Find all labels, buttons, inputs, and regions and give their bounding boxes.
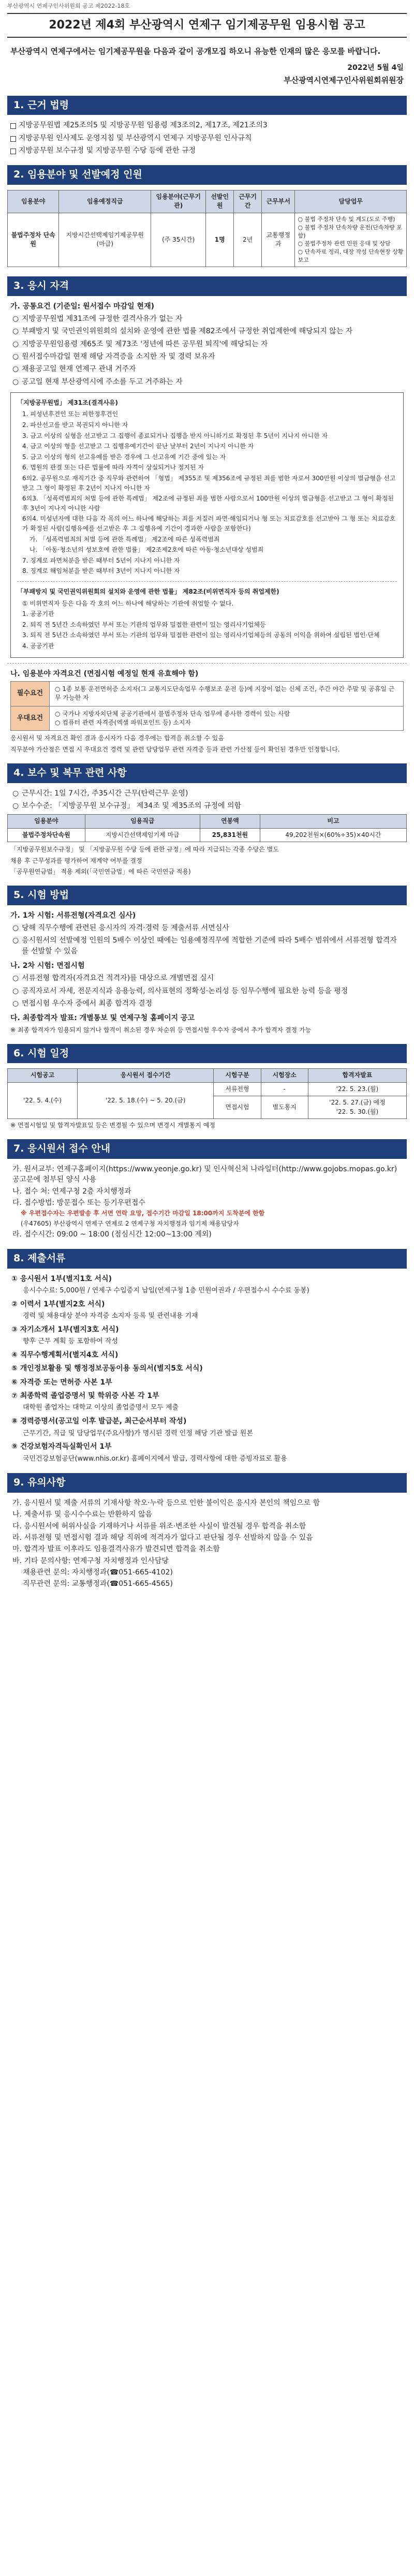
table-header: 비고 <box>260 815 406 828</box>
section-9-header: 9. 유의사항 <box>7 1473 407 1493</box>
qualification-item: ○ 지방공무원임용령 제65조 및 제73조 '정년에 따른 공무원 퇴직'에 해당되는 자 <box>22 339 404 349</box>
note-item: ※ 면접시험일 및 합격자발표일 등은 변경될 수 있으며 변경시 개별통지 예정 <box>10 1122 215 1129</box>
section-7-header: 7. 응시원서 접수 안내 <box>7 1139 407 1159</box>
subsection-title: 다. 최종합격자 발표: 개별통보 및 연제구청 홈페이지 공고 <box>10 1014 195 1023</box>
table-header: 연봉액 <box>200 815 260 828</box>
table-header: 담당업무 <box>295 190 407 213</box>
section-2-header: 2. 임용분야 및 선발예정 인원 <box>7 165 407 185</box>
document-item: ③ 자기소개서 1부(별지3호 서식) <box>11 1326 119 1334</box>
section-1-header: 1. 근거 법령 <box>7 96 407 115</box>
table-cell: 25,831천원 <box>200 828 260 842</box>
table-header: 합격자발표 <box>308 1069 406 1082</box>
legal-basis-item: 지방공무원 보수규정 및 지방공무원 수당 등에 관한 규정 <box>19 145 404 156</box>
document-detail: 대학원 졸업자는 대학교 이상의 졸업증명서 모두 제출 <box>23 1404 179 1412</box>
document-detail: 향후 근무 계획 등 포함하여 작성 <box>23 1337 118 1346</box>
subsection-title: 가. 1차 시험: 서류전형(자격요건 심사) <box>10 911 136 920</box>
qualification-item: ○ 부패방지 및 국민권익위원회의 설치와 운영에 관한 법률 제82조에서 규정한 취업제한에 해당되지 않는 자 <box>22 326 404 336</box>
subsection-title: 나. 임용분야 자격요건 (면접시험 예정일 현재 유효해야 함) <box>10 669 199 678</box>
qualification-item: ○ 공고일 현재 부산광역시에 주소를 두고 거주하는 자 <box>22 377 404 387</box>
table-cell: 49,202천원×(60%÷35)×40시간 <box>260 828 406 842</box>
box-item: ① 비위면직자 등은 다음 각 호의 어느 하나에 해당하는 기관에 취업할 수 없다. <box>22 599 234 607</box>
document-item: ② 이력서 1부(별지2호 서식) <box>11 1300 105 1308</box>
application-item: 나. 접수 처: 연제구청 2층 자치행정과 <box>12 1187 131 1196</box>
table-header: 임용분야(근무기관) <box>151 190 206 213</box>
note-item: ※ 최종 합격자가 임용되지 않거나 합격이 취소된 경우 차순위 등 면접시험 우수자 중에서 추가 합격자 결정 가능 <box>10 1026 312 1034</box>
notice-number: 부산광역시 연제구인사위원회 공고 제2022-18호 <box>7 3 130 9</box>
note-item: ※ 우편접수자는 우편발송 후 서면 연락 요망, 접수기간 마감일 18:00까지 도착분에 한함 <box>21 1210 265 1217</box>
table-cell: '22. 5. 4.(수) <box>8 1082 78 1118</box>
table-header: 근무기간 <box>234 190 262 213</box>
issuing-organization: 부산광역시연제구인사위원회위원장 <box>284 76 404 85</box>
intro-text: 부산광역시 연제구에서는 임기제공무원을 다음과 같이 공개모집 하오니 유능한 인재의 많은 응모를 바랍니다. <box>10 46 381 56</box>
application-item: 다. 접수방법: 방문접수 또는 등기우편접수 <box>12 1198 145 1207</box>
table-cell: '22. 5. 18.(수) ~ 5. 20.(금) <box>78 1082 214 1118</box>
section-4-header: 4. 보수 및 복무 관련 사항 <box>7 763 407 783</box>
table-cell: 2년 <box>234 213 262 267</box>
box-item: 7. 징계로 파면처분을 받은 때부터 5년이 지나지 아니한 자 <box>22 556 180 564</box>
table-cell: 면접시험 <box>214 1096 261 1119</box>
qualification-item: ○ 원서접수마감일 현재 해당 자격증을 소지한 자 및 경력 보유자 <box>22 351 404 362</box>
section-3-header: 3. 응시 자격 <box>7 276 407 296</box>
document-detail: 경력 및 채용대상 분야 자격증 소지자 등록 및 관련내용 기재 <box>23 1312 198 1320</box>
box-item: 6의3. 「성폭력범죄의 처벌 등에 관한 특례법」 제2조에 규정된 죄를 범한 사람으로서 100만원 이상의 벌금형을 선고받고 그 형이 확정된 후 3년이 지나지 아니한 사람 <box>22 495 394 512</box>
box-title: 「지방공무원법」 제31조(결격사유) <box>17 399 118 406</box>
table-cell: - <box>261 1082 308 1096</box>
table-cell: 불법주정차단속원 <box>8 828 85 842</box>
exam-item: ○ 서류전형 합격자(자격요건 적격자)를 대상으로 개별면접 실시 <box>22 973 404 983</box>
note-item: 직무분야 가산점은 면접 시 우대요건 경력 및 관련 담당업무 관련 자격증 등과 관련 가산점 등이 확인된 경우만 인정합니다. <box>10 745 340 753</box>
document-detail: 국민건강보험공단(www.nhis.or.kr) 홈페이지에서 발급, 경력사항에 대한 증빙자료로 활용 <box>23 1454 287 1463</box>
schedule-table <box>7 1068 407 1119</box>
note-item: 「공무원연금법」 적용 제외(「국민연금법」에 따른 국민연금 적용) <box>10 867 191 875</box>
table-header: 임용예정직급 <box>59 190 151 213</box>
table-header: 시험구분 <box>214 1069 261 1082</box>
legal-basis-item: 지방공무원법 제25조의5 및 지방공무원 임용령 제3조의2, 제17조, 제21조의3 <box>19 120 404 130</box>
required-qualification-row <box>10 681 404 706</box>
box-item: 6의4. 미성년자에 대한 다음 각 목의 어느 하나에 해당하는 죄를 저질러 파면·해임되거나 형 또는 치료감호를 선고받아 그 형 또는 치료감호가 확정된 사람(집행유예를 선고받은 후 그 집행유예 기간이 경과한 사람을 포함한다) <box>22 515 396 533</box>
table-cell: 지방시간선택제임기제공무원(마급) <box>59 213 151 267</box>
box-item: 8. 징계로 해임처분을 받은 때부터 3년이 지나지 아니한 자 <box>22 567 180 575</box>
box-item: 나. 「아동·청소년의 성보호에 관한 법률」 제2조제2호에 따른 아동·청소년대상 성범죄 <box>29 546 264 554</box>
table-cell: 불법주정차 단속원 <box>8 213 59 267</box>
required-label: 필수요건 <box>10 681 50 706</box>
subsection-title: 가. 공통요건 (기준일: 원서접수 마감일 현재) <box>10 302 154 311</box>
preferred-label: 우대요건 <box>10 706 50 731</box>
box-item: 6의2. 공무원으로 재직기간 중 직무와 관련하여 「형법」 제355조 및 제356조에 규정된 죄를 범한 자로서 300만원 이상의 벌금형을 선고받고 그 형이 확정된 후 2년이 지나지 아니한 자 <box>22 475 396 492</box>
table-header: 응시원서 접수기간 <box>78 1069 214 1082</box>
box-item: 4. 금고 이상의 형을 선고받고 그 집행유예기간이 끝난 날부터 2년이 지나지 아니한 자 <box>22 443 254 450</box>
table-header: 임용분야 <box>8 815 85 828</box>
table-cell: ○ 불법 주정차 단속 및 계도(도로 주행) ○ 불법 주정차 단속차량 운전(단속차량 포함) ○ 불법주정차 관련 민원 응대 및 상담 ○ 단속자료 정리, 대장 작성 단속현장 상황보고 <box>295 213 407 267</box>
caution-item: 라. 서류전형 및 면접시험 결과 해당 직위에 적격자가 없다고 판단될 경우 선발하지 않을 수 있음 <box>12 1533 313 1542</box>
preferred-content: ○ 국가나 지방자치단체 공공기관에서 불법주정차 단속 업무에 종사한 경력이 있는 사람 ○ 컴퓨터 관련 자격증(엑셀 파워포인트 등) 소지자 <box>50 706 404 731</box>
document-item: ① 응시원서 1부(별지1호 서식) <box>11 1274 112 1283</box>
pay-item: ○ 근무시간: 1일 7시간, 주35시간 근무(탄력근무 운영) <box>22 788 404 799</box>
salary-table <box>7 814 407 842</box>
table-header: 시험장소 <box>261 1069 308 1082</box>
table-cell: (주 35시간) <box>151 213 206 267</box>
divider <box>7 663 407 664</box>
document-item: ④ 직무수행계획서(별지4호 서식) <box>11 1351 119 1360</box>
application-item: 라. 접수시간: 09:00 ~ 18:00 (점심시간 12:00~13:00 제외) <box>12 1230 212 1239</box>
box-item: 가. 「성폭력범죄의 처벌 등에 관한 특례법」 제2조에 따른 성폭력범죄 <box>29 535 220 543</box>
table-header: 선발인원 <box>206 190 234 213</box>
recruitment-table <box>7 190 407 267</box>
section-5-header: 5. 시험 방법 <box>7 886 407 905</box>
box-item: 6. 법원의 판결 또는 다른 법률에 따라 자격이 상실되거나 정지된 자 <box>22 464 204 472</box>
exam-item: ○ 면접시험 우수자 중에서 최종 합격자 결정 <box>22 998 404 1009</box>
table-cell <box>308 1096 406 1119</box>
document-item: ⑥ 자격증 또는 면허증 사본 1부 <box>11 1378 112 1387</box>
divider <box>17 581 397 582</box>
table-header: 임용직급 <box>85 815 200 828</box>
document-item: ⑧ 경력증명서(공고일 이후 발급분, 최근순서부터 작성) <box>11 1417 187 1426</box>
caution-item: 마. 합격자 발표 이후라도 임용결격사유가 발견되면 합격을 취소함 <box>12 1545 220 1554</box>
caution-item: 다. 응시원서에 허위사실을 기재하거나 서류를 위조·변조한 사실이 발견될 경우 합격을 취소함 <box>12 1522 306 1530</box>
table-cell: '22. 5. 23.(월) <box>308 1082 406 1096</box>
exam-item: ○ 당해 직무수행에 관련된 응시자의 자격·경력 등 제출서류 서면심사 <box>22 923 404 933</box>
note-item: 응시원서 및 자격요건 확인 결과 응시자가 다음 경우에는 합격을 취소할 수 있음 <box>10 734 224 742</box>
box-item: 1. 공공기관 <box>22 610 54 618</box>
caution-item: 나. 제출서류 및 응시수수료는 반환하지 않음 <box>12 1510 153 1519</box>
document-item: ⑨ 건강보험자격득실확인서 1부 <box>11 1442 112 1451</box>
preferred-qualification-row <box>10 706 404 731</box>
box-item: 3. 퇴직 전 5년간 소속하였던 부서 또는 기관의 업무와 밀접한 관련이 있는 영리사기업체등의 공동의 이익을 위하여 설립된 법인·단체 <box>22 631 380 639</box>
caution-item: 가. 응시원서 및 제출 서류의 기재사항 착오·누락 등으로 인한 불이익은 응시자 본인의 책임으로 함 <box>12 1499 320 1508</box>
application-item: 가. 원서교부: 연제구홈페이지(https://www.yeonje.go.kr) 및 인사혁신처 나라일터(http://www.gojobs.mopas.go.kr) 공고문에 첨부된 양식 사용 <box>12 1165 397 1184</box>
table-header: 근무부서 <box>262 190 295 213</box>
table-header: 시험공고 <box>8 1069 78 1082</box>
section-6-header: 6. 시험 일정 <box>7 1044 407 1064</box>
notice-date: 2022년 5월 4일 <box>347 63 404 72</box>
box-item: 3. 금고 이상의 실형을 선고받고 그 집행이 종료되거나 집행을 받지 아니하기로 확정된 후 5년이 지나지 아니한 자 <box>22 432 328 439</box>
required-content: ○ 1종 보통 운전면허증 소지자(그 교통지도단속업무 수행보조 운전 등)에 지장이 없는 신체 조건, 주간 야간 주말 및 공휴일 근무 가능한 자 <box>50 681 404 706</box>
document-detail: 근무기간, 직급 및 담당업무(주요사항)가 명시된 경력 인정 해당 기관 발급 원본 <box>23 1429 253 1437</box>
contact-info: 직무관련 문의: 교통행정과(☎051-665-4565) <box>23 1580 173 1588</box>
subsection-title: 나. 2차 시험: 면접시험 <box>10 962 85 970</box>
qualification-item: ○ 채용공고일 현재 연제구 관내 거주자 <box>22 364 404 374</box>
section-8-header: 8. 제출서류 <box>7 1249 407 1269</box>
table-cell: 별도통지 <box>261 1096 308 1119</box>
document-item: ⑦ 최종학력 졸업증명서 및 학위증 사본 각 1부 <box>11 1392 159 1401</box>
disqualification-box <box>10 392 404 658</box>
page-title: 2022년 제4회 부산광역시 연제구 임기제공무원 임용시험 공고 <box>7 13 407 38</box>
document-detail: 응시수수료: 5,000원 / 연제구 수입증지 납입(연제구청 1층 민원여권과 / 우편접수시 수수료 동봉) <box>23 1287 309 1295</box>
exam-item: ○ 응시원서의 선발예정 인원의 5배수 이상인 때에는 임용예정직무에 적합한 기준에 따라 5배수 범위에서 서류전형 합격자를 선발할 수 있음 <box>22 935 404 956</box>
box-item: 5. 금고 이상의 형의 선고유예를 받은 경우에 그 선고유예 기간 중에 있는 자 <box>22 453 226 461</box>
date-text: '22. 5. 27.(금) 예정 <box>329 1099 386 1107</box>
box-item: 2. 파산선고를 받고 복권되지 아니한 자 <box>22 421 128 429</box>
table-cell: 서류전형 <box>214 1082 261 1096</box>
qualification-item: ○ 지방공무원법 제31조에 규정한 결격사유가 없는 자 <box>22 314 404 324</box>
box-item: 4. 공공기관 <box>22 642 54 650</box>
table-cell: 1명 <box>206 213 234 267</box>
note-item: 「지방공무원보수규정」 및 「지방공무원 수당 등에 관한 규정」에 따라 지급되는 각종 수당은 별도 <box>10 846 279 853</box>
legal-basis-item: 지방공무원 인사제도 운영지침 및 부산광역시 연제구 지방공무원 인사규칙 <box>19 133 404 143</box>
table-header: 임용분야 <box>8 190 59 213</box>
note-item: 채용 후 근무성과를 평가하여 재계약 여부를 결정 <box>10 857 142 864</box>
exam-item: ○ 공직자로서 자세, 전문지식과 응용능력, 의사표현의 정확성·논리성 등 임무수행에 필요한 능력 등을 평정 <box>22 986 404 996</box>
table-cell: 교통행정과 <box>262 213 295 267</box>
box-item: 1. 피성년후견인 또는 피한정후견인 <box>22 410 119 418</box>
document-item: ⑤ 개인정보활용 및 행정정보공동이용 동의서(별지5호 서식) <box>11 1364 203 1373</box>
pay-item: ○ 보수수준: 「지방공무원 보수규정」 제34조 및 제35조의 규정에 의함 <box>22 801 404 811</box>
contact-info: 채용관련 문의: 자치행정과(☎051-665-4102) <box>23 1568 173 1577</box>
caution-item: 바. 기타 문의사항: 연제구청 자치행정과 인사담당 <box>12 1556 169 1565</box>
mailing-address: (우47605) 부산광역시 연제구 연제로 2 연제구청 자치행정과 임기제 채용담당자 <box>21 1219 239 1227</box>
box-item: 2. 퇴직 전 5년간 소속하였던 부서 또는 기관의 업무와 밀접한 관련이 있는 영리사기업체등 <box>22 621 266 628</box>
date-text: '22. 5. 30.(월) <box>336 1108 379 1115</box>
table-cell: 지방시간선택제임기제 마급 <box>85 828 200 842</box>
box-item: 「부패방지 및 국민권익위원회의 설치와 운영에 관한 법률」 제82조(비위면직자 등의 취업제한) <box>17 587 279 595</box>
